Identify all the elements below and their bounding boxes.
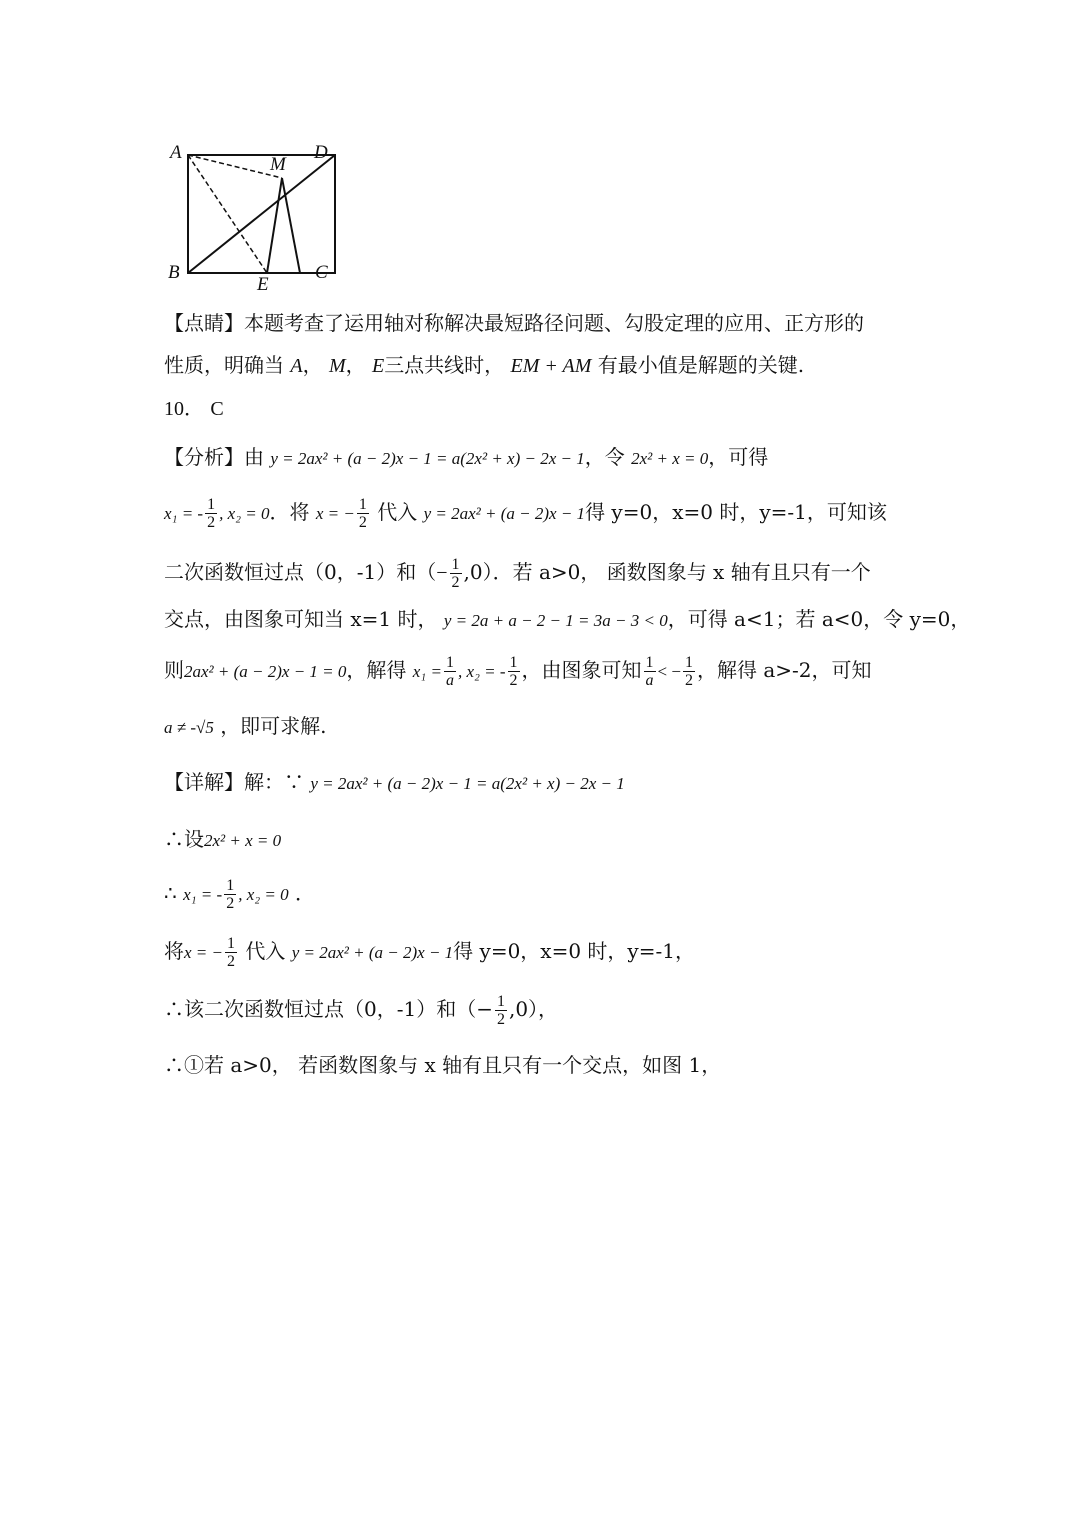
detail-line-2 — [164, 825, 281, 855]
text: 将 — [164, 939, 184, 963]
text: ∴该二次函数恒过点（0，-1）和（− — [164, 997, 493, 1021]
numerator: 1 — [226, 877, 235, 894]
geometry-figure — [160, 140, 350, 295]
label-c: C — [315, 262, 328, 283]
text: 解：∵ — [244, 770, 304, 794]
analysis-line-3: 二次函数恒过点（0，-1）和（− $\frac{1}{2}$ ,0）．若 a>0， 函数图象与 x 轴有且只有一个 — [164, 556, 871, 591]
numerator: 1 — [684, 654, 693, 671]
label-a: A — [170, 142, 182, 163]
answer-line — [164, 394, 224, 423]
equation: 2x² + x = 0 — [631, 449, 709, 468]
fraction — [224, 877, 236, 912]
text: ，可得 — [708, 445, 769, 469]
fraction — [225, 935, 237, 970]
label-d: D — [314, 142, 328, 163]
numerator: 1 — [207, 496, 216, 513]
fraction — [644, 654, 656, 689]
denominator: 2 — [684, 672, 693, 689]
detail-tag: 【详解】 — [164, 770, 244, 794]
numerator: 1 — [451, 556, 460, 573]
segment-am — [188, 155, 282, 178]
numerator: 1 — [445, 654, 454, 671]
denominator: 2 — [451, 574, 460, 591]
text: 由 — [244, 445, 264, 469]
answer-choice: C — [210, 398, 224, 420]
numerator: 1 — [645, 654, 654, 671]
text: ． — [294, 881, 315, 905]
text: 得 y=0，x=0 时，y=-1， — [453, 939, 695, 963]
fraction — [495, 993, 507, 1028]
segment-mc — [282, 178, 300, 273]
text: 代入 — [377, 500, 418, 524]
equation: x₁ = - — [183, 885, 223, 904]
denominator: 2 — [207, 514, 216, 531]
equation: x₁ = — [412, 662, 442, 681]
fraction — [683, 654, 695, 689]
detail-line-6 — [164, 1051, 721, 1079]
remark-text-2b: 三点共线时， — [384, 353, 505, 377]
text: ．将 — [269, 500, 310, 524]
equation: , x₂ = 0 — [219, 504, 270, 523]
remark-tag: 【点睛】 — [164, 311, 244, 335]
segment-me — [267, 178, 282, 273]
text: 二次函数恒过点（0，-1）和（ — [164, 560, 437, 584]
detail-line-3 — [164, 877, 315, 912]
equation: y = 2ax² + (a − 2)x − 1 = a(2x² + x) − 2x − 1 — [270, 449, 585, 468]
remark-text-2a: 性质，明确当 — [164, 353, 284, 377]
numerator: 1 — [496, 993, 505, 1010]
denominator: 2 — [226, 895, 235, 912]
denominator: a — [645, 672, 654, 689]
text: ，由图象可知 — [521, 658, 642, 682]
analysis-tag: 【分析】 — [164, 445, 244, 469]
analysis-line-2 — [164, 496, 887, 531]
text: 代入 — [245, 939, 286, 963]
detail-line-5 — [164, 993, 558, 1028]
equation: y = 2ax² + (a − 2)x − 1 — [291, 943, 454, 962]
numerator: 1 — [509, 654, 518, 671]
text: ∴①若 a>0， 若函数图象与 x 轴有且只有一个交点，如图 1， — [164, 1053, 722, 1077]
denominator: 2 — [496, 1011, 505, 1028]
text: ,0）， — [508, 997, 559, 1021]
analysis-line-5 — [164, 654, 872, 689]
equation: , x₂ = 0 — [238, 885, 289, 904]
text: 则 — [164, 658, 184, 682]
detail-line-4 — [164, 935, 695, 970]
fraction — [508, 654, 520, 689]
point-a: A — [290, 355, 303, 377]
text: ，解得 a>-2，可知 — [696, 658, 872, 682]
text: 交点，由图象可知当 x=1 时， — [164, 607, 438, 631]
label-m: M — [270, 154, 286, 175]
segment-ae — [188, 155, 267, 273]
text: ，可得 a<1；若 a<0，令 y=0， — [667, 607, 971, 631]
equation: 2x² + x = 0 — [204, 831, 282, 850]
analysis-line-4 — [164, 605, 970, 635]
remark-text-2c: 有最小值是解题的关键. — [597, 353, 805, 377]
point-m: M — [328, 355, 346, 377]
fraction — [444, 654, 456, 689]
label-b: B — [168, 262, 180, 283]
numerator: 1 — [227, 935, 235, 952]
equation: y = 2a + a − 2 − 1 = 3a − 3 < 0 — [443, 611, 668, 630]
point-e: E — [371, 355, 385, 377]
label-e: E — [257, 274, 269, 295]
fraction — [357, 496, 369, 531]
expression-em-am: EM + AM — [510, 355, 592, 377]
analysis-line-1 — [164, 443, 768, 473]
equation: , x₂ = - — [457, 662, 506, 681]
text: ∴ — [164, 881, 177, 905]
denominator: a — [445, 672, 454, 689]
text: ,0）．若 a>0， 函数图象与 x 轴有且只有一个 — [463, 560, 871, 584]
equation: < − — [657, 662, 681, 681]
text: ，解得 — [346, 658, 407, 682]
remark-text-1: 本题考查了运用轴对称解决最短路径问题、勾股定理的应用、正方形的 — [244, 311, 864, 335]
equation: a ≠ -√5 — [164, 718, 214, 737]
fraction — [205, 496, 217, 531]
text: ∴设 — [164, 827, 204, 851]
equation: 2ax² + (a − 2)x − 1 = 0 — [184, 662, 347, 681]
equation: x₁ = - — [164, 504, 204, 523]
sep: ， — [302, 353, 323, 377]
numerator: 1 — [358, 496, 367, 513]
equation: y = 2ax² + (a − 2)x − 1 — [423, 504, 586, 523]
text: ，令 — [584, 445, 625, 469]
fraction — [450, 556, 462, 591]
equation: x = − — [315, 504, 355, 523]
detail-line-1 — [164, 768, 625, 798]
equation: x = − — [184, 943, 223, 962]
text: ，即可求解. — [220, 714, 327, 738]
denominator: 2 — [358, 514, 367, 531]
question-number: 10． — [164, 398, 204, 420]
denominator: 2 — [227, 953, 235, 970]
equation: y = 2ax² + (a − 2)x − 1 = a(2x² + x) − 2x − 1 — [310, 774, 625, 793]
sep: ， — [345, 353, 366, 377]
remark-line-2 — [164, 351, 804, 380]
text: 得 y=0，x=0 时，y=-1，可知该 — [585, 500, 887, 524]
analysis-line-6 — [164, 712, 327, 742]
denominator: 2 — [509, 672, 518, 689]
remark-line-1 — [164, 309, 864, 337]
